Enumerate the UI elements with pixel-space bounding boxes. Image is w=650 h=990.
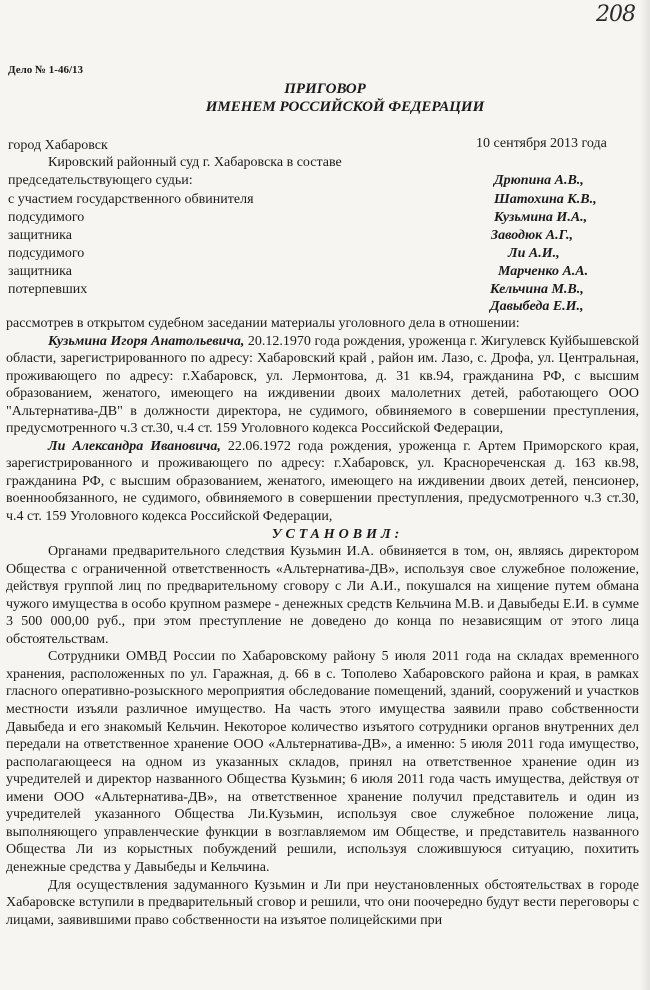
established-heading: УСТАНОВИЛ:: [271, 526, 404, 542]
participant-role: председательствующего судьи:: [8, 173, 193, 188]
defendant-2-details: 22.06.1972 года рождения, уроженца г. Артем Приморского края, зарегистрированного и проживающего по адресу: г.Хабаровск, ул. Краснореченская д. 163 кв.98, гражданина РФ, с высшим образованием, женатого, имеющего на иждивении двоих детей, пенсионер, военнообязанного, не судимого, обвиняемого в совершении преступления, предусмотренного ч.3 ст.30, ч.4 ст. 159 Уголовного кодекса Российской Федерации,: [6, 438, 639, 525]
participant-role: защитника: [8, 228, 72, 243]
participant-name: Заводюк А.Г.,: [491, 228, 574, 243]
page-number: 208: [596, 2, 635, 27]
participant-role: защитника: [8, 264, 72, 279]
participant-role: потерпевших: [8, 282, 88, 297]
participant-name: Кузьмина И.А.,: [494, 210, 588, 225]
city: город Хабаровск: [8, 138, 108, 153]
verdict-date: 10 сентября 2013 года: [476, 136, 607, 151]
participant-role: с участием государственного обвинителя: [8, 192, 254, 207]
paragraph-2: Сотрудники ОМВД России по Хабаровскому району 5 июля 2011 года на складах временного хранения, расположенных по ул. Гаражная, д. 66 в с. Тополево Хабаровского района и края, в рамках гласного оперативно-розыскного мероприятия обследование помещений, зданий, сооружений и участков местности изъяли различное имущество. На часть этого имущества заявили право собственности Давыбеда и его знакомый Кельчин. Некоторое количество изъятого сотрудники органов внутренних дел передали на ответственное хранение ООО «Альтернатива-ДВ», а именно: 5 июля 2011 года имущество, располагающееся на одном из указанных складов, принял на ответственное хранение один из учредителей и директор названного Общества Кузьмин; 6 июля 2011 года часть имущества, действуя от имени ООО «Альтернатива-ДВ», на ответственное хранение получил представитель и один из учредителей указанного Общества Ли.Кузьмин, используя свое служебное положение лица, выполняющего управленческие функции в возглавляемом им Обществе, и представитель названного Общества Ли из корыстных побуждений решили, используя сложившуюся ситуацию, похитить денежные средства у Давыбеды и Кельчина.: [6, 649, 639, 875]
defendant-1-details: 20.12.1970 года рождения, уроженца г. Жигулевск Куйбышевской области, зарегистрированного по адресу: Хабаровский край , район им. Лазо, с. Дрофа, ул. Центральная, проживающего по адресу: г.Хабаровск, ул. Лермонтова, д. 31 кв.94, гражданина РФ, с высшим образованием, женатого, имеющего на иждивении двоих малолетних детей, работающего ООО "Альтернатива-ДВ" в должности директора, не судимого, обвиняемого в совершении преступления, предусмотренного ч.3 ст.30, ч.4 ст. 159 Уголовного кодекса Российской Федерации,: [6, 333, 639, 437]
document-subtitle: ИМЕНЕМ РОССИЙСКОЙ ФЕДЕРАЦИИ: [205, 99, 485, 115]
paragraph-1: Органами предварительного следствия Кузьмин И.А. обвиняется в том, он, являясь директором Общества с ограниченной ответственность «Альтернатива-ДВ», используя свое служебное положение, действуя группой лиц по предварительному сговору с Ли А.И., покушался на хищение путем обмана чужого имущества в особо крупном размере - денежных средств Кельчина М.В. и Давыбеды Е.И. в сумме 3 500 000,00 руб., при этом преступление не доведено до конца по независящим от этого лица обстоятельствам.: [6, 544, 639, 647]
participant-role: подсудимого: [8, 210, 85, 225]
participant-name: Дрюпина А.В.,: [494, 173, 584, 188]
participant-name: Кельчина М.В.,: [490, 282, 584, 297]
paragraph-3: Для осуществления задуманного Кузьмин и Ли при неустановленных обстоятельствах в городе Хабаровске вступили в предварительный сговор и решили, что они поочередно будут вести переговоры с лицами, заявившими право собственности на изъятое полицейскими при: [6, 877, 639, 928]
case-number: Дело № 1-46/13: [8, 64, 84, 76]
document-body: [6, 315, 639, 929]
court-line: Кировский районный суд г. Хабаровска в составе: [48, 155, 342, 170]
defendant-1-paragraph: [6, 333, 639, 438]
participant-name: Марченко А.А.: [498, 264, 589, 279]
participant-name: Шатохина К.В.,: [494, 192, 597, 207]
document-title: ПРИГОВОР: [284, 81, 366, 97]
participant-role: подсудимого: [8, 246, 85, 261]
defendant-1-name: Кузьмина Игоря Анатольевича,: [48, 333, 245, 349]
intro-line: рассмотрев в открытом судебном заседании материалы уголовного дела в отношении:: [6, 316, 520, 331]
page-edge-shadow: [640, 0, 650, 990]
participant-name: Ли А.И.,: [508, 246, 560, 261]
participant-name: Давыбеда Е.И.,: [490, 299, 584, 314]
defendant-2-paragraph: [6, 438, 639, 526]
defendant-2-name: Ли Александра Ивановича,: [48, 438, 221, 454]
